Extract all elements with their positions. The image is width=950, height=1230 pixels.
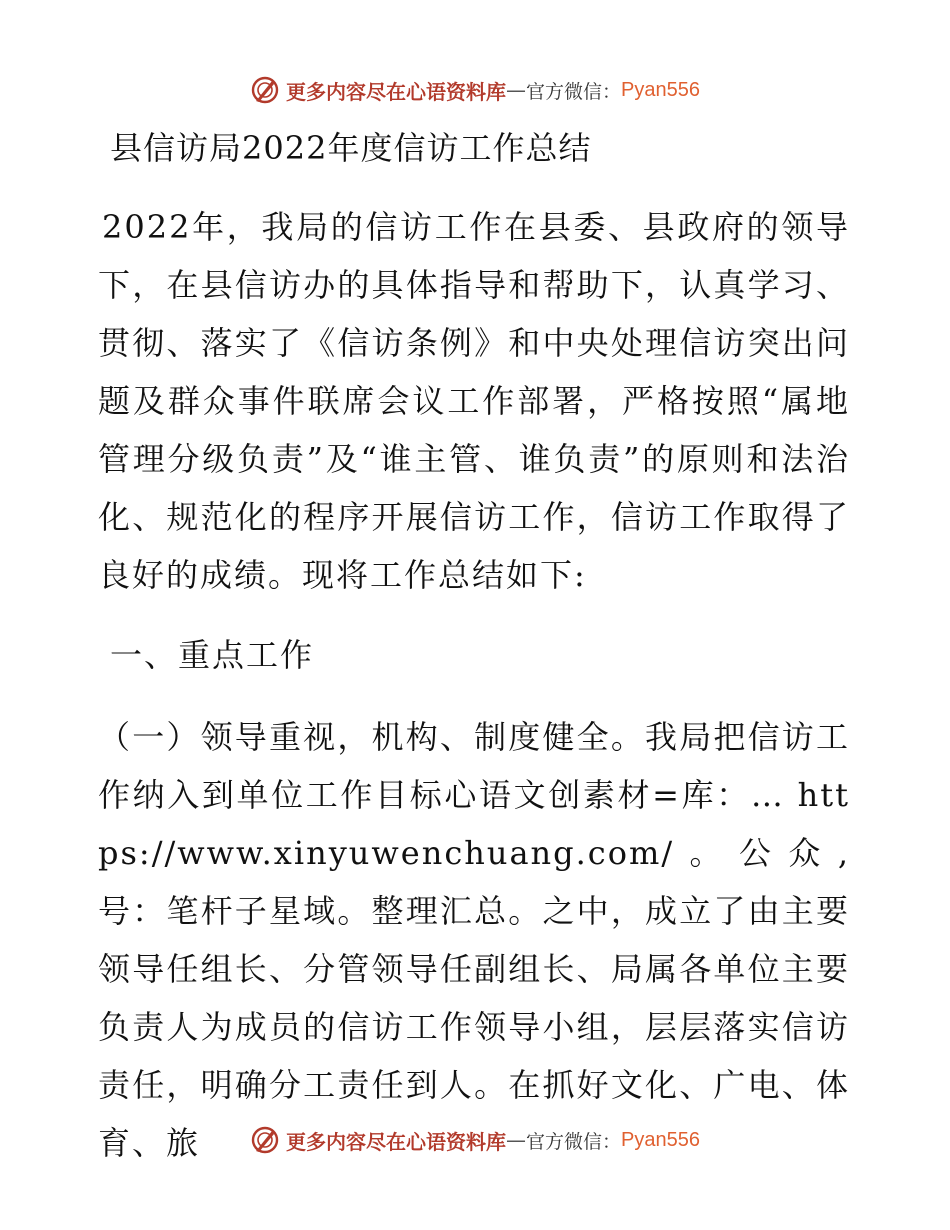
watermark-separator: — (506, 1128, 526, 1152)
watermark-separator: — (506, 78, 526, 102)
watermark-wechat-id: Pyan556 (621, 78, 700, 101)
intro-paragraph (98, 198, 850, 604)
watermark-official-label: 官方微信： (526, 80, 622, 103)
watermark-brand-text: 更多内容尽在心语资料库 (286, 1129, 506, 1154)
intro-text: 2022年，我局的信访工作在县委、县政府的领导下，在县信访办的具体指导和帮助下，认真学习、贯彻、落实了《信访条例》和中央处理信访突出问题及群众事件联席会议工作部署，严格按照“属地管理分级负责”及“谁主管、谁负责”的原则和法治化、规范化的程序开展信访工作，信访工作取得了良好的成绩。现将工作总结如下: (98, 208, 850, 594)
document-title: 县信访局2022年度信访工作总结 (110, 129, 592, 167)
document-page (98, 118, 850, 1172)
watermark-brand-text: 更多内容尽在心语资料库 (286, 79, 506, 104)
watermark-wechat-id: Pyan556 (621, 1128, 700, 1151)
section-heading: 一、重点工作 (110, 636, 315, 674)
header-watermark (0, 70, 950, 110)
watermark-official-label: 官方微信： (526, 1130, 622, 1153)
quill-circle-logo-icon (250, 75, 280, 105)
quill-circle-logo-icon (250, 1125, 280, 1155)
section-paragraph: （一）领导重视，机构、制度健全。我局把信访工作纳入到单位工作目标心语文创素材=库：… https://www.xinyuwenchuang.com/。公众,号：笔杆子星域。整理汇总。之中，成立了由主要领导任组长、分管领导任副组长、局属各单位主要负责人为成员的信访工作领导小组，层层落实信访责任，明确分工责任到人。在抓好文化、广电、体育、旅 (98, 718, 850, 1162)
footer-watermark (0, 1120, 950, 1160)
